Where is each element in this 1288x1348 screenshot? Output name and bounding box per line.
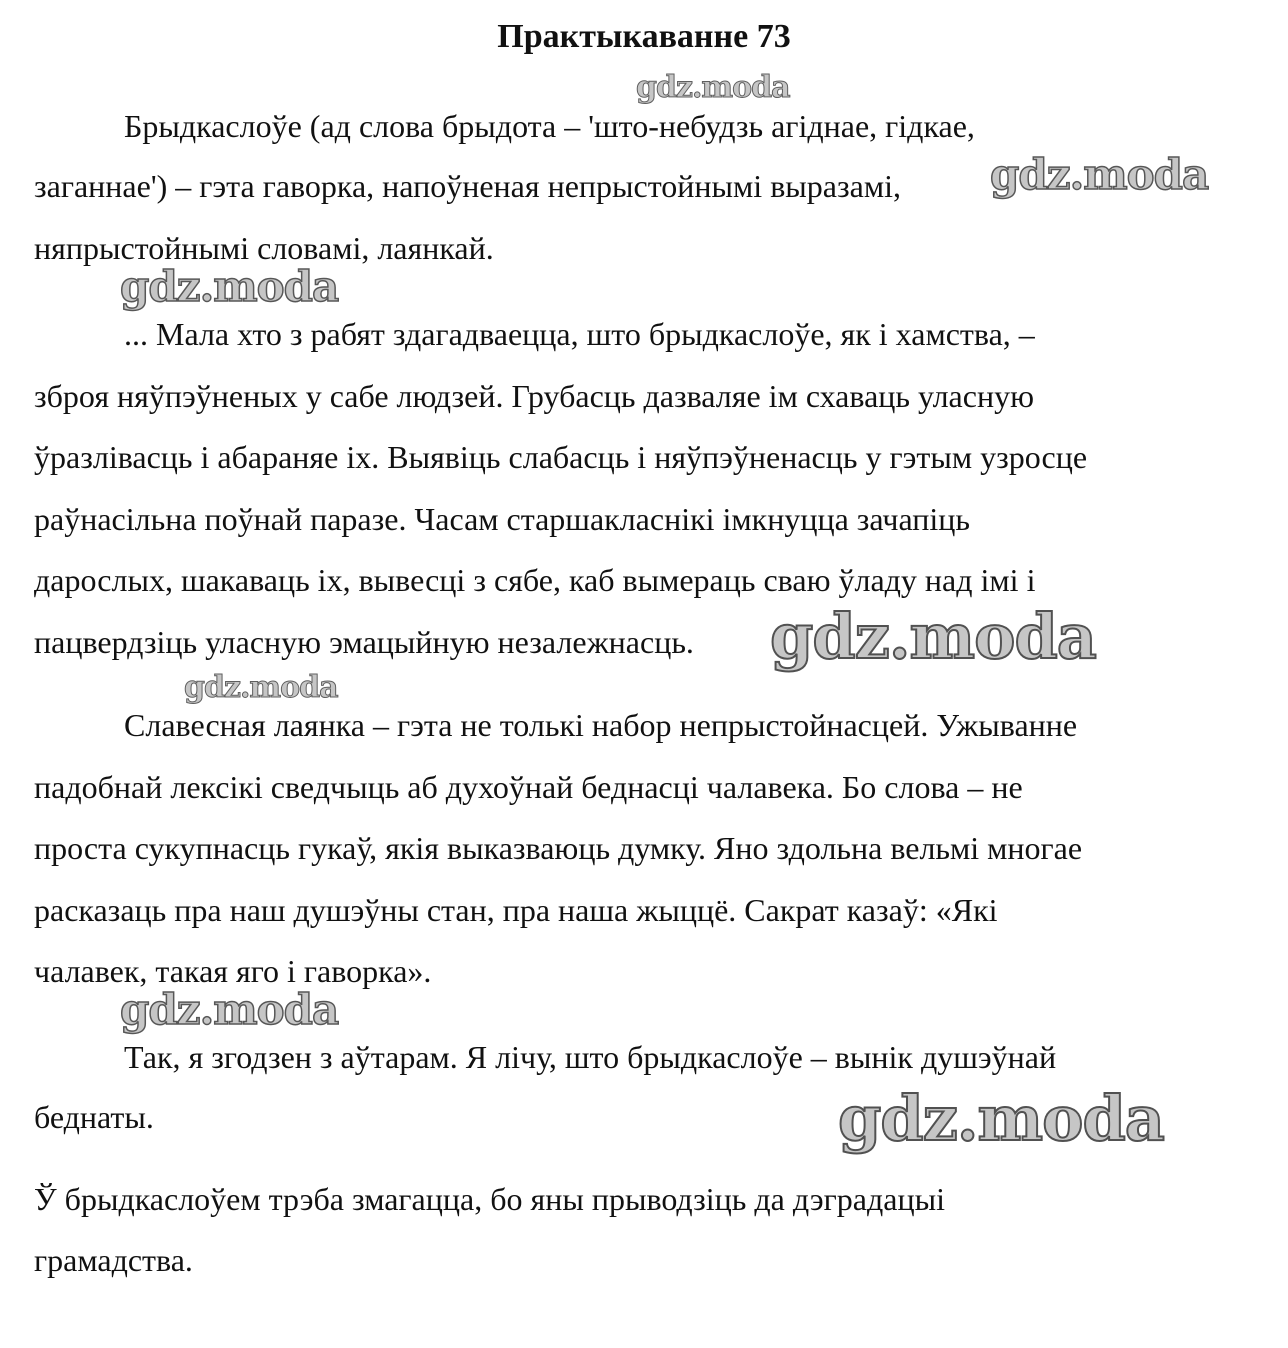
paragraph-2-line-3: ўразлівасць і абараняе іх. Выявіць слабасць і няўпэўненасць у гэтым узросце	[34, 439, 1088, 475]
watermark: gdz.moda	[120, 985, 339, 1034]
paragraph-3-line-2: падобнай лексікі сведчыць аб духоўнай беднасці чалавека. Бо слова – не	[34, 769, 1023, 805]
watermark: gdz.moda	[636, 70, 790, 105]
paragraph-5-line-1: Ў брыдкаслоўем трэба змагацца, бо яны прыводзіць да дэградацыі	[34, 1181, 945, 1217]
watermark: gdz.moda	[770, 600, 1096, 673]
paragraph-1-line-3: няпрыстойнымі словамі, лаянкай.	[34, 230, 494, 266]
paragraph-1-line-1: Брыдкаслоўе (ад слова брыдота – 'што-небудзь агіднае, гідкае,	[124, 108, 975, 144]
paragraph-2-line-4: раўнасільна поўнай паразе. Часам старшакласнікі імкнуцца зачапіць	[34, 501, 970, 537]
watermark: gdz.moda	[184, 670, 338, 705]
watermark: gdz.moda	[120, 262, 339, 311]
paragraph-3-line-1: Славесная лаянка – гэта не толькі набор непрыстойнасцей. Ужыванне	[124, 707, 1078, 743]
paragraph-4-line-1: Так, я згодзен з аўтарам. Я лічу, што брыдкаслоўе – вынік душэўнай	[124, 1039, 1057, 1075]
paragraph-2-line-2: зброя няўпэўненых у сабе людзей. Грубасць дазваляе ім схаваць уласную	[34, 378, 1034, 414]
paragraph-2-line-1: ... Мала хто з рабят здагадваецца, што брыдкаслоўе, як і хамства, –	[124, 316, 1035, 352]
paragraph-3-line-5: чалавек, такая яго і гаворка».	[34, 953, 432, 989]
watermark: gdz.moda	[990, 150, 1209, 199]
page-title: Практыкаванне 73	[497, 18, 791, 55]
paragraph-2-line-6: пацвердзіць уласную эмацыйную незалежнасць.	[34, 624, 694, 660]
paragraph-5-line-2: грамадства.	[34, 1242, 193, 1278]
paragraph-1-line-2: заганнае') – гэта гаворка, напоўненая непрыстойнымі выразамі,	[34, 168, 901, 204]
watermark: gdz.moda	[838, 1082, 1164, 1155]
paragraph-3-line-4: расказаць пра наш душэўны стан, пра наша жыццё. Сакрат казаў: «Які	[34, 892, 998, 928]
paragraph-2-line-5: дарослых, шакаваць іх, вывесці з сябе, каб вымераць сваю ўладу над імі і	[34, 562, 1036, 598]
paragraph-4-line-2: беднаты.	[34, 1099, 154, 1135]
paragraph-3-line-3: проста сукупнасць гукаў, якія выказваюць думку. Яно здольна вельмі многае	[34, 830, 1083, 866]
